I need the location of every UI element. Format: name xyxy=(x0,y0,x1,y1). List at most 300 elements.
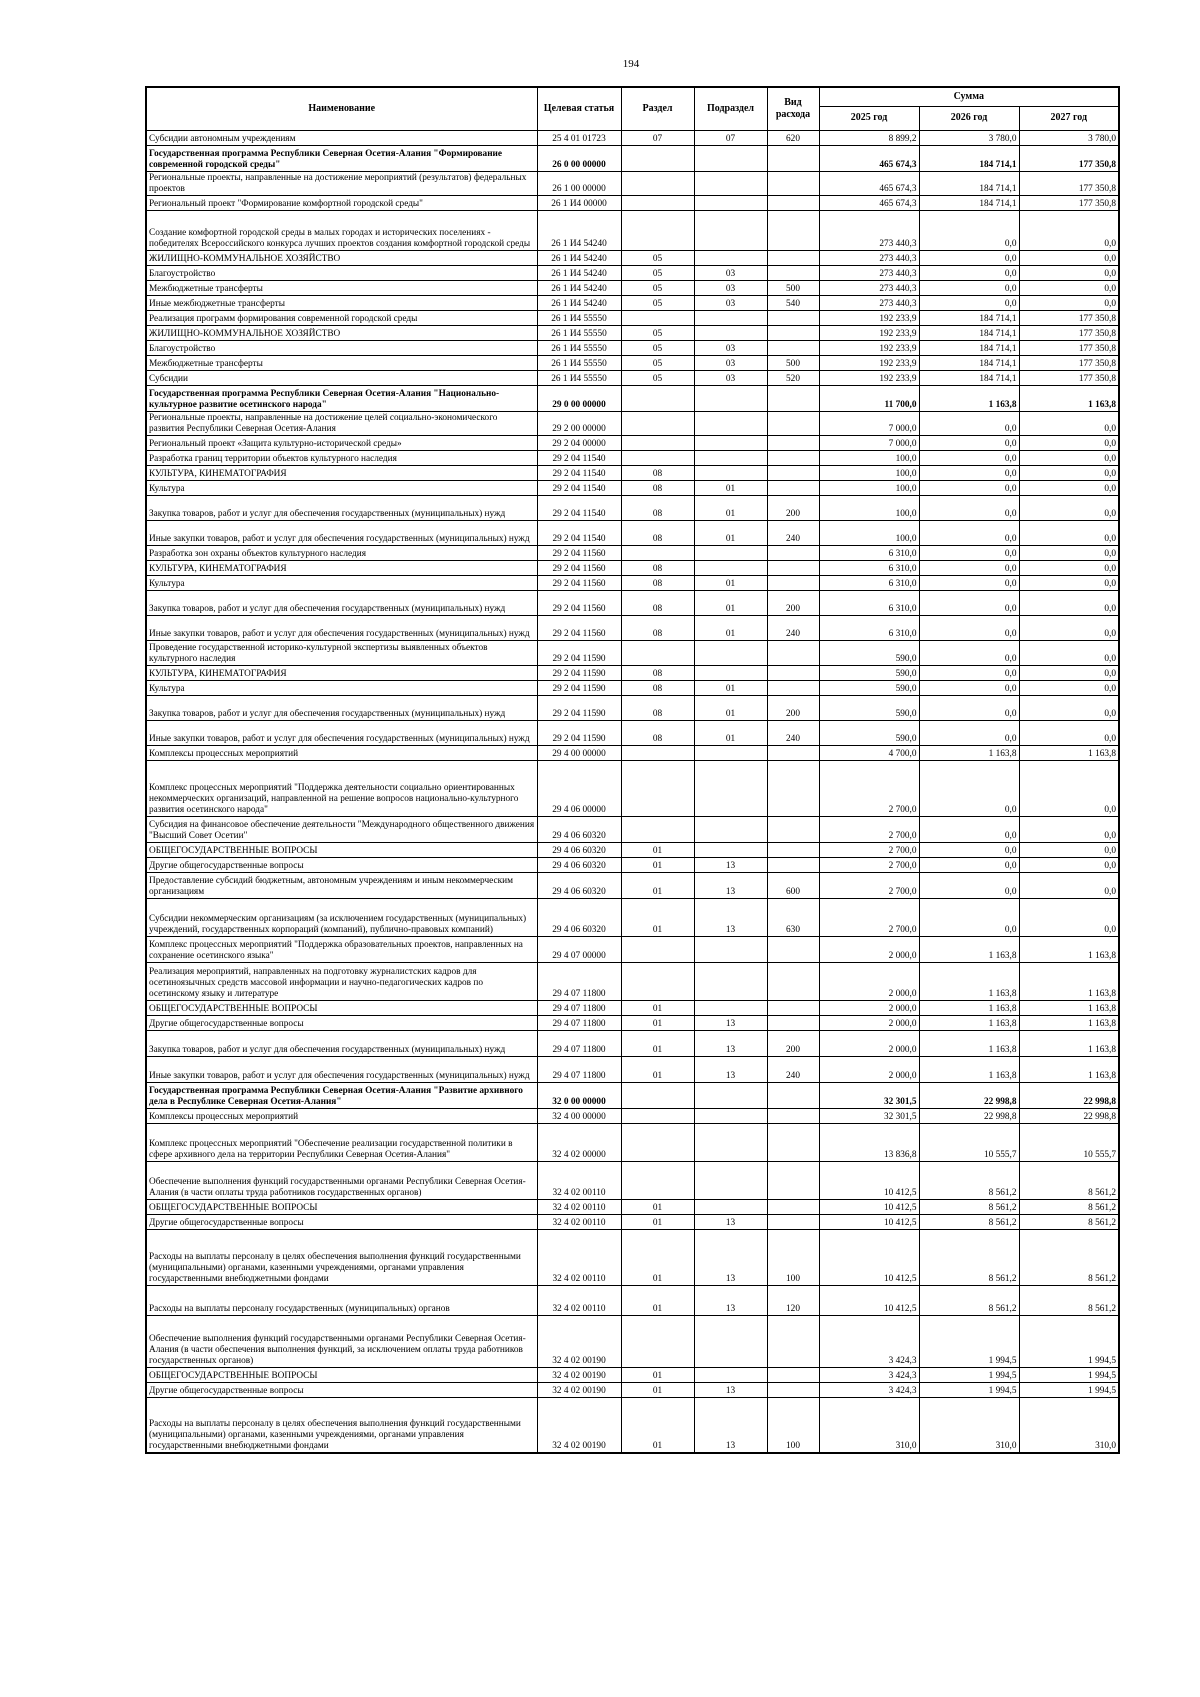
row-sum-2025: 4 700,0 xyxy=(819,745,919,760)
row-section: 08 xyxy=(621,575,694,590)
row-sum-2026: 184 714,1 xyxy=(919,195,1019,210)
row-subsection xyxy=(694,310,767,325)
row-expense-type xyxy=(767,310,819,325)
row-name: ОБЩЕГОСУДАРСТВЕННЫЕ ВОПРОСЫ xyxy=(146,1367,537,1382)
table-row xyxy=(146,355,1119,370)
row-target-article: 29 4 06 00000 xyxy=(537,760,621,816)
row-name: Иные межбюджетные трансферты xyxy=(146,295,537,310)
row-sum-2026: 0,0 xyxy=(919,210,1019,250)
row-expense-type xyxy=(767,1199,819,1214)
row-sum-2027: 8 561,2 xyxy=(1019,1285,1119,1315)
row-section: 08 xyxy=(621,480,694,495)
row-section: 01 xyxy=(621,857,694,872)
row-sum-2027: 177 350,8 xyxy=(1019,171,1119,195)
table-row xyxy=(146,280,1119,295)
row-expense-type: 240 xyxy=(767,720,819,745)
row-name: Межбюджетные трансферты xyxy=(146,280,537,295)
row-section: 01 xyxy=(621,1199,694,1214)
table-row xyxy=(146,560,1119,575)
row-sum-2027: 177 350,8 xyxy=(1019,310,1119,325)
row-sum-2025: 13 836,8 xyxy=(819,1123,919,1161)
row-subsection xyxy=(694,665,767,680)
row-section xyxy=(621,450,694,465)
row-sum-2026: 1 163,8 xyxy=(919,1000,1019,1015)
row-sum-2025: 7 000,0 xyxy=(819,411,919,435)
table-row xyxy=(146,695,1119,720)
row-target-article: 29 2 04 11540 xyxy=(537,465,621,480)
row-name: Государственная программа Республики Северная Осетия-Алания "Развитие архивного дела в Республике Северная Осетия-Алания" xyxy=(146,1082,537,1108)
row-target-article: 32 4 02 00190 xyxy=(537,1382,621,1397)
page-number: 194 xyxy=(622,58,640,70)
row-subsection xyxy=(694,1199,767,1214)
row-name: Предоставление субсидий бюджетным, автономным учреждениям и иным некоммерческим организациям xyxy=(146,872,537,898)
table-row xyxy=(146,1397,1119,1453)
table-row xyxy=(146,590,1119,615)
row-expense-type xyxy=(767,842,819,857)
row-sum-2027: 8 561,2 xyxy=(1019,1229,1119,1285)
row-sum-2026: 0,0 xyxy=(919,295,1019,310)
row-sum-2026: 1 994,5 xyxy=(919,1367,1019,1382)
row-sum-2027: 0,0 xyxy=(1019,898,1119,936)
table-row xyxy=(146,325,1119,340)
row-sum-2026: 0,0 xyxy=(919,450,1019,465)
row-expense-type: 240 xyxy=(767,520,819,545)
row-target-article: 29 4 06 60320 xyxy=(537,816,621,842)
row-section: 05 xyxy=(621,325,694,340)
row-sum-2027: 177 350,8 xyxy=(1019,325,1119,340)
row-name: Иные закупки товаров, работ и услуг для обеспечения государственных (муниципальных) нужд xyxy=(146,720,537,745)
row-sum-2026: 0,0 xyxy=(919,545,1019,560)
table-row xyxy=(146,465,1119,480)
row-section: 08 xyxy=(621,665,694,680)
row-expense-type xyxy=(767,265,819,280)
row-name: Региональный проект «Защита культурно-исторической среды» xyxy=(146,435,537,450)
row-expense-type xyxy=(767,480,819,495)
row-target-article: 26 1 00 00000 xyxy=(537,171,621,195)
row-sum-2027: 0,0 xyxy=(1019,615,1119,640)
row-name: ОБЩЕГОСУДАРСТВЕННЫЕ ВОПРОСЫ xyxy=(146,1199,537,1214)
row-target-article: 26 1 И4 55550 xyxy=(537,355,621,370)
row-expense-type xyxy=(767,250,819,265)
row-sum-2025: 2 700,0 xyxy=(819,872,919,898)
row-expense-type xyxy=(767,857,819,872)
table-row xyxy=(146,1229,1119,1285)
row-section xyxy=(621,435,694,450)
table-row xyxy=(146,1315,1119,1367)
row-sum-2026: 0,0 xyxy=(919,872,1019,898)
row-sum-2027: 1 994,5 xyxy=(1019,1382,1119,1397)
row-target-article: 29 2 04 11590 xyxy=(537,695,621,720)
row-target-article: 29 2 04 11540 xyxy=(537,495,621,520)
row-subsection: 01 xyxy=(694,480,767,495)
row-sum-2025: 2 000,0 xyxy=(819,936,919,962)
row-sum-2025: 6 310,0 xyxy=(819,545,919,560)
row-sum-2027: 0,0 xyxy=(1019,450,1119,465)
row-target-article: 26 1 И4 55550 xyxy=(537,325,621,340)
row-subsection: 03 xyxy=(694,295,767,310)
row-sum-2027: 22 998,8 xyxy=(1019,1082,1119,1108)
row-sum-2026: 10 555,7 xyxy=(919,1123,1019,1161)
row-name: Государственная программа Республики Северная Осетия-Алания "Формирование современной городской среды" xyxy=(146,145,537,171)
row-expense-type xyxy=(767,816,819,842)
row-sum-2027: 0,0 xyxy=(1019,872,1119,898)
row-name: ЖИЛИЩНО-КОММУНАЛЬНОЕ ХОЗЯЙСТВО xyxy=(146,325,537,340)
row-sum-2027: 0,0 xyxy=(1019,210,1119,250)
row-expense-type xyxy=(767,1000,819,1015)
row-sum-2025: 100,0 xyxy=(819,480,919,495)
row-name: Комплекс процессных мероприятий "Поддержка деятельности социально ориентированных некоммерческих организаций, направленной на решение вопросов национально-культурного развития осетинского народа" xyxy=(146,760,537,816)
row-sum-2026: 1 163,8 xyxy=(919,1030,1019,1056)
table-row xyxy=(146,1015,1119,1030)
row-sum-2026: 0,0 xyxy=(919,265,1019,280)
header-subsection: Подраздел xyxy=(694,87,767,130)
row-sum-2025: 2 700,0 xyxy=(819,842,919,857)
row-section: 01 xyxy=(621,1000,694,1015)
row-expense-type xyxy=(767,1015,819,1030)
row-sum-2025: 11 700,0 xyxy=(819,385,919,411)
row-subsection xyxy=(694,545,767,560)
table-row xyxy=(146,340,1119,355)
row-sum-2026: 0,0 xyxy=(919,760,1019,816)
row-target-article: 29 4 00 00000 xyxy=(537,745,621,760)
row-target-article: 29 2 04 11590 xyxy=(537,665,621,680)
row-sum-2026: 8 561,2 xyxy=(919,1199,1019,1214)
row-sum-2026: 0,0 xyxy=(919,411,1019,435)
row-name: Разработка границ территории объектов культурного наследия xyxy=(146,450,537,465)
row-target-article: 26 1 И4 55550 xyxy=(537,370,621,385)
row-name: Межбюджетные трансферты xyxy=(146,355,537,370)
row-sum-2026: 8 561,2 xyxy=(919,1214,1019,1229)
row-target-article: 29 2 00 00000 xyxy=(537,411,621,435)
row-target-article: 29 4 06 60320 xyxy=(537,857,621,872)
row-name: Иные закупки товаров, работ и услуг для обеспечения государственных (муниципальных) нужд xyxy=(146,615,537,640)
row-name: Региональные проекты, направленные на достижение мероприятий (результатов) федеральных проектов xyxy=(146,171,537,195)
row-sum-2026: 3 780,0 xyxy=(919,130,1019,145)
row-sum-2026: 1 163,8 xyxy=(919,745,1019,760)
row-target-article: 32 4 02 00110 xyxy=(537,1161,621,1199)
row-sum-2025: 6 310,0 xyxy=(819,615,919,640)
row-sum-2025: 6 310,0 xyxy=(819,575,919,590)
row-sum-2027: 1 163,8 xyxy=(1019,1015,1119,1030)
row-section: 07 xyxy=(621,130,694,145)
row-target-article: 29 2 04 11560 xyxy=(537,575,621,590)
row-expense-type: 100 xyxy=(767,1229,819,1285)
table-row xyxy=(146,171,1119,195)
row-subsection: 13 xyxy=(694,1285,767,1315)
row-sum-2027: 177 350,8 xyxy=(1019,340,1119,355)
row-sum-2026: 0,0 xyxy=(919,640,1019,665)
row-expense-type xyxy=(767,575,819,590)
row-sum-2025: 465 674,3 xyxy=(819,171,919,195)
row-subsection: 01 xyxy=(694,575,767,590)
row-expense-type xyxy=(767,1108,819,1123)
row-section xyxy=(621,936,694,962)
table-row xyxy=(146,310,1119,325)
row-sum-2025: 590,0 xyxy=(819,640,919,665)
table-row xyxy=(146,545,1119,560)
row-section: 01 xyxy=(621,842,694,857)
row-expense-type xyxy=(767,680,819,695)
table-row xyxy=(146,680,1119,695)
row-sum-2025: 192 233,9 xyxy=(819,355,919,370)
row-target-article: 29 2 04 11590 xyxy=(537,680,621,695)
row-sum-2026: 184 714,1 xyxy=(919,325,1019,340)
row-target-article: 32 4 02 00110 xyxy=(537,1285,621,1315)
table-row xyxy=(146,745,1119,760)
row-sum-2027: 10 555,7 xyxy=(1019,1123,1119,1161)
row-sum-2026: 1 163,8 xyxy=(919,1015,1019,1030)
row-sum-2025: 2 000,0 xyxy=(819,1000,919,1015)
row-sum-2027: 0,0 xyxy=(1019,280,1119,295)
row-section: 08 xyxy=(621,695,694,720)
row-section xyxy=(621,195,694,210)
row-target-article: 29 2 04 11560 xyxy=(537,590,621,615)
row-target-article: 29 4 07 11800 xyxy=(537,1000,621,1015)
row-sum-2026: 184 714,1 xyxy=(919,310,1019,325)
row-subsection: 03 xyxy=(694,355,767,370)
row-expense-type: 630 xyxy=(767,898,819,936)
table-row xyxy=(146,265,1119,280)
table-row xyxy=(146,842,1119,857)
row-expense-type: 200 xyxy=(767,1030,819,1056)
row-section: 01 xyxy=(621,1056,694,1082)
row-target-article: 26 1 И4 55550 xyxy=(537,310,621,325)
row-target-article: 29 4 07 00000 xyxy=(537,936,621,962)
row-sum-2025: 273 440,3 xyxy=(819,210,919,250)
header-year-2027: 2027 год xyxy=(1019,106,1119,130)
row-sum-2026: 1 163,8 xyxy=(919,962,1019,1000)
row-name: Субсидия на финансовое обеспечение деятельности "Международного общественного движения "Высший Совет Осетии" xyxy=(146,816,537,842)
row-subsection: 01 xyxy=(694,695,767,720)
budget-table xyxy=(145,86,1120,1454)
row-subsection xyxy=(694,560,767,575)
row-sum-2027: 0,0 xyxy=(1019,720,1119,745)
row-subsection: 13 xyxy=(694,857,767,872)
row-target-article: 32 4 02 00110 xyxy=(537,1229,621,1285)
row-target-article: 32 4 02 00190 xyxy=(537,1315,621,1367)
row-expense-type xyxy=(767,435,819,450)
row-target-article: 29 4 06 60320 xyxy=(537,898,621,936)
row-section xyxy=(621,545,694,560)
table-row xyxy=(146,857,1119,872)
table-row xyxy=(146,1382,1119,1397)
row-sum-2025: 3 424,3 xyxy=(819,1382,919,1397)
row-sum-2025: 32 301,5 xyxy=(819,1082,919,1108)
table-row xyxy=(146,898,1119,936)
row-target-article: 32 4 02 00110 xyxy=(537,1214,621,1229)
row-target-article: 29 4 07 11800 xyxy=(537,1030,621,1056)
table-row xyxy=(146,720,1119,745)
row-sum-2026: 0,0 xyxy=(919,615,1019,640)
row-sum-2026: 22 998,8 xyxy=(919,1108,1019,1123)
row-target-article: 26 1 И4 54240 xyxy=(537,210,621,250)
row-sum-2027: 0,0 xyxy=(1019,695,1119,720)
table-row xyxy=(146,1285,1119,1315)
row-sum-2026: 0,0 xyxy=(919,250,1019,265)
row-section xyxy=(621,411,694,435)
row-subsection xyxy=(694,1161,767,1199)
row-expense-type xyxy=(767,545,819,560)
row-sum-2026: 1 163,8 xyxy=(919,385,1019,411)
row-section: 01 xyxy=(621,872,694,898)
row-sum-2025: 590,0 xyxy=(819,665,919,680)
row-expense-type: 240 xyxy=(767,615,819,640)
row-subsection: 03 xyxy=(694,340,767,355)
row-subsection xyxy=(694,1315,767,1367)
row-name: ОБЩЕГОСУДАРСТВЕННЫЕ ВОПРОСЫ xyxy=(146,1000,537,1015)
row-section xyxy=(621,962,694,1000)
row-sum-2025: 465 674,3 xyxy=(819,145,919,171)
row-section: 08 xyxy=(621,495,694,520)
row-subsection: 01 xyxy=(694,590,767,615)
row-expense-type xyxy=(767,1082,819,1108)
row-sum-2026: 0,0 xyxy=(919,495,1019,520)
row-sum-2026: 0,0 xyxy=(919,520,1019,545)
row-target-article: 26 1 И4 55550 xyxy=(537,340,621,355)
row-sum-2025: 273 440,3 xyxy=(819,295,919,310)
row-section xyxy=(621,760,694,816)
row-sum-2025: 100,0 xyxy=(819,520,919,545)
row-subsection xyxy=(694,325,767,340)
row-target-article: 29 4 06 60320 xyxy=(537,872,621,898)
row-section: 08 xyxy=(621,680,694,695)
row-name: Благоустройство xyxy=(146,265,537,280)
row-sum-2025: 192 233,9 xyxy=(819,325,919,340)
row-sum-2027: 0,0 xyxy=(1019,760,1119,816)
row-expense-type xyxy=(767,1315,819,1367)
row-expense-type: 120 xyxy=(767,1285,819,1315)
row-expense-type xyxy=(767,1123,819,1161)
row-expense-type: 500 xyxy=(767,355,819,370)
row-target-article: 26 1 И4 54240 xyxy=(537,280,621,295)
row-sum-2026: 1 163,8 xyxy=(919,936,1019,962)
row-section: 01 xyxy=(621,1367,694,1382)
row-sum-2025: 10 412,5 xyxy=(819,1285,919,1315)
row-sum-2025: 2 000,0 xyxy=(819,1056,919,1082)
table-row xyxy=(146,1056,1119,1082)
row-target-article: 29 2 04 11590 xyxy=(537,640,621,665)
row-subsection: 01 xyxy=(694,720,767,745)
row-expense-type xyxy=(767,171,819,195)
row-section: 08 xyxy=(621,560,694,575)
row-sum-2026: 8 561,2 xyxy=(919,1229,1019,1285)
row-sum-2027: 8 561,2 xyxy=(1019,1214,1119,1229)
row-target-article: 26 0 00 00000 xyxy=(537,145,621,171)
row-section xyxy=(621,145,694,171)
row-sum-2025: 310,0 xyxy=(819,1397,919,1453)
row-sum-2026: 0,0 xyxy=(919,680,1019,695)
row-name: Субсидии xyxy=(146,370,537,385)
row-sum-2027: 177 350,8 xyxy=(1019,195,1119,210)
row-section: 01 xyxy=(621,1382,694,1397)
row-sum-2027: 177 350,8 xyxy=(1019,370,1119,385)
row-sum-2025: 192 233,9 xyxy=(819,310,919,325)
row-section: 05 xyxy=(621,280,694,295)
row-sum-2027: 0,0 xyxy=(1019,295,1119,310)
row-expense-type xyxy=(767,760,819,816)
header-section: Раздел xyxy=(621,87,694,130)
row-sum-2025: 2 000,0 xyxy=(819,1015,919,1030)
row-target-article: 26 1 И4 54240 xyxy=(537,265,621,280)
row-subsection xyxy=(694,250,767,265)
row-name: Другие общегосударственные вопросы xyxy=(146,857,537,872)
row-sum-2025: 590,0 xyxy=(819,680,919,695)
row-sum-2027: 0,0 xyxy=(1019,265,1119,280)
row-name: Государственная программа Республики Северная Осетия-Алания "Национально-культурное развитие осетинского народа" xyxy=(146,385,537,411)
row-sum-2026: 8 561,2 xyxy=(919,1285,1019,1315)
row-subsection xyxy=(694,1000,767,1015)
table-row xyxy=(146,480,1119,495)
row-name: КУЛЬТУРА, КИНЕМАТОГРАФИЯ xyxy=(146,560,537,575)
row-subsection: 13 xyxy=(694,1229,767,1285)
table-row xyxy=(146,385,1119,411)
row-expense-type xyxy=(767,325,819,340)
row-section: 05 xyxy=(621,340,694,355)
row-target-article: 29 2 04 11560 xyxy=(537,560,621,575)
row-subsection xyxy=(694,1367,767,1382)
row-name: ОБЩЕГОСУДАРСТВЕННЫЕ ВОПРОСЫ xyxy=(146,842,537,857)
row-name: Закупка товаров, работ и услуг для обеспечения государственных (муниципальных) нужд xyxy=(146,590,537,615)
row-name: Проведение государственной историко-культурной экспертизы выявленных объектов культурного наследия xyxy=(146,640,537,665)
row-expense-type xyxy=(767,450,819,465)
row-expense-type xyxy=(767,411,819,435)
row-name: Комплекс процессных мероприятий "Обеспечение реализации государственной политики в сфере архивного дела на территории Республики Северная Осетия-Алания" xyxy=(146,1123,537,1161)
row-name: Обеспечение выполнения функций государственными органами Республики Северная Осетия-Алания (в части обеспечения выполнения функций, за исключением оплаты труда работников государственных органов) xyxy=(146,1315,537,1367)
row-sum-2027: 0,0 xyxy=(1019,435,1119,450)
row-sum-2025: 273 440,3 xyxy=(819,250,919,265)
row-name: Другие общегосударственные вопросы xyxy=(146,1214,537,1229)
row-expense-type: 520 xyxy=(767,370,819,385)
row-name: КУЛЬТУРА, КИНЕМАТОГРАФИЯ xyxy=(146,665,537,680)
table-row xyxy=(146,1367,1119,1382)
row-expense-type xyxy=(767,640,819,665)
table-row xyxy=(146,962,1119,1000)
row-sum-2025: 100,0 xyxy=(819,450,919,465)
row-name: Культура xyxy=(146,575,537,590)
row-sum-2025: 2 700,0 xyxy=(819,760,919,816)
row-name: Культура xyxy=(146,680,537,695)
row-sum-2027: 0,0 xyxy=(1019,680,1119,695)
row-name: Обеспечение выполнения функций государственными органами Республики Северная Осетия-Алания (в части оплаты труда работников государственных органов) xyxy=(146,1161,537,1199)
table-row xyxy=(146,1082,1119,1108)
row-sum-2026: 0,0 xyxy=(919,695,1019,720)
row-subsection: 13 xyxy=(694,1382,767,1397)
row-target-article: 29 4 06 60320 xyxy=(537,842,621,857)
row-sum-2025: 32 301,5 xyxy=(819,1108,919,1123)
row-subsection xyxy=(694,745,767,760)
row-expense-type xyxy=(767,1161,819,1199)
table-row xyxy=(146,370,1119,385)
row-subsection xyxy=(694,816,767,842)
row-sum-2025: 100,0 xyxy=(819,495,919,520)
row-subsection xyxy=(694,760,767,816)
row-section xyxy=(621,745,694,760)
row-sum-2026: 184 714,1 xyxy=(919,370,1019,385)
row-name: Комплекс процессных мероприятий "Поддержка образовательных проектов, направленных на сохранение осетинского языка" xyxy=(146,936,537,962)
row-sum-2027: 0,0 xyxy=(1019,816,1119,842)
row-sum-2026: 1 163,8 xyxy=(919,1056,1019,1082)
row-name: Закупка товаров, работ и услуг для обеспечения государственных (муниципальных) нужд xyxy=(146,1030,537,1056)
table-row xyxy=(146,1000,1119,1015)
row-name: Иные закупки товаров, работ и услуг для обеспечения государственных (муниципальных) нужд xyxy=(146,1056,537,1082)
row-sum-2025: 8 899,2 xyxy=(819,130,919,145)
row-subsection xyxy=(694,145,767,171)
row-expense-type: 600 xyxy=(767,872,819,898)
row-name: Региональные проекты, направленные на достижение целей социально-экономического развития Республики Северная Осетия-Алания xyxy=(146,411,537,435)
row-target-article: 29 2 04 11560 xyxy=(537,545,621,560)
row-subsection xyxy=(694,411,767,435)
row-sum-2026: 0,0 xyxy=(919,816,1019,842)
